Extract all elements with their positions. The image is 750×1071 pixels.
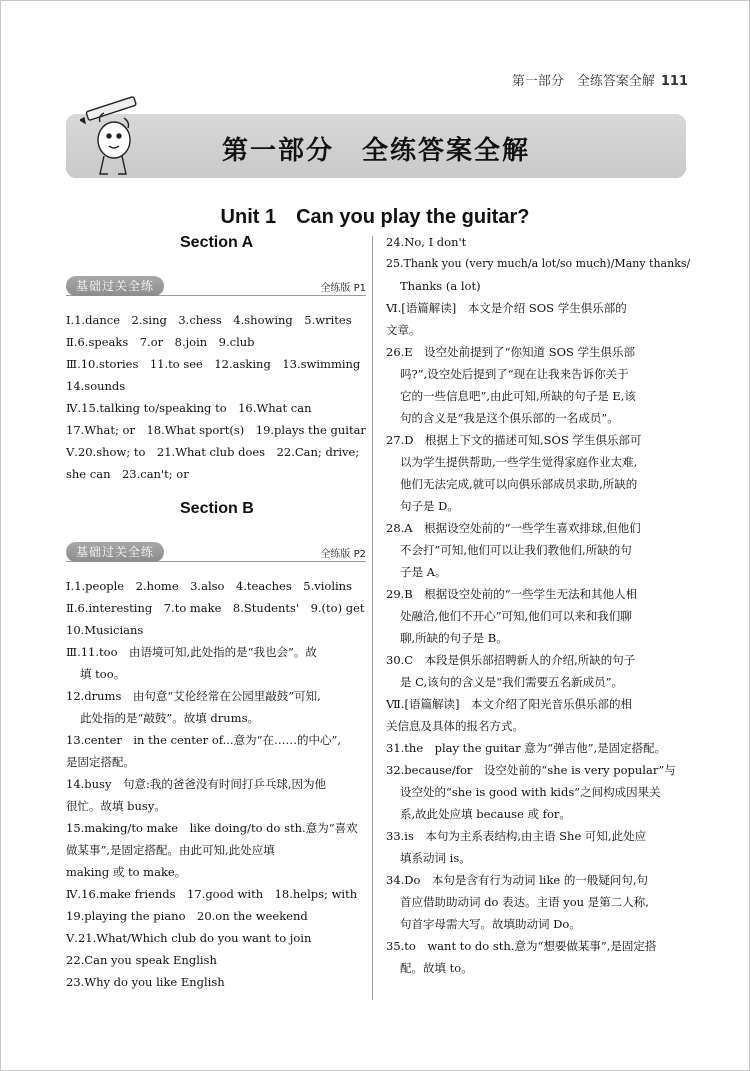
pencil-mascot-icon [80, 96, 144, 180]
answer-line: 做某事”,是固定搭配。由此可知,此处应填 [66, 843, 275, 857]
answer-line: 句的含义是“我是这个俱乐部的一名成员”。 [400, 411, 619, 425]
answer-line: Ⅲ.11.too 由语境可知,此处指的是“我也会”。故 [66, 645, 317, 659]
answer-line: 很忙。故填 busy。 [66, 799, 166, 813]
answer-line: 13.center in the center of...意为“在……的中心”, [66, 733, 341, 747]
answer-line: 是固定搭配。 [66, 755, 135, 769]
answer-line: 设空处的“she is good with kids”之间构成因果关 [400, 785, 661, 799]
answer-line: 14.busy 句意:我的爸爸没有时间打乒乓球,因为他 [66, 777, 326, 791]
answer-line: Ⅲ.10.stories 11.to see 12.asking 13.swimming [66, 357, 361, 371]
chapter-title: 第一部分 全练答案全解 [221, 136, 530, 166]
answer-line: 32.because/for 设空处前的“she is very popular”与 [386, 763, 676, 777]
answer-line: Ⅳ.15.talking to/speaking to 16.What can [66, 401, 312, 415]
answer-line: 填 too。 [80, 667, 126, 681]
answer-line: Ⅴ.21.What/Which club do you want to join [66, 931, 312, 945]
answer-line: Thanks (a lot) [400, 279, 481, 293]
answer-line: 处融洽,他们不开心”可知,他们可以来和我们聊 [400, 609, 632, 623]
answer-line: 以为学生提供帮助,一些学生觉得家庭作业太难, [400, 455, 638, 469]
answer-line: 34.Do 本句是含有行为动词 like 的一般疑问句,句 [386, 873, 649, 887]
running-head [512, 70, 688, 89]
practice-tag-a: 全练版 P1 [320, 283, 366, 294]
answer-line: 他们无法完成,就可以向俱乐部成员求助,所缺的 [400, 477, 638, 491]
section-b-heading: Section B [180, 500, 254, 517]
answer-line: making 或 to make。 [66, 865, 187, 879]
answer-line: 文章。 [386, 323, 421, 337]
answer-line: 填系动词 is。 [400, 851, 471, 865]
answer-line: Ⅶ.[语篇解读] 本文介绍了阳光音乐俱乐部的相 [386, 697, 632, 711]
answer-line: 吗?”,设空处后提到了“现在让我来告诉你关于 [400, 367, 629, 381]
answer-line: 28.A 根据设空处前的“一些学生喜欢排球,但他们 [386, 521, 641, 535]
practice-label-b: 基础过关全练 [66, 542, 164, 562]
answer-line: 首应借助助动词 do 表达。主语 you 是第二人称, [400, 895, 649, 909]
practice-header-b [66, 542, 366, 562]
answer-line: 33.is 本句为主系表结构,由主语 She 可知,此处应 [386, 829, 647, 843]
answer-line: 29.B 根据设空处前的“一些学生无法和其他人相 [386, 587, 638, 601]
practice-header-a [66, 276, 366, 296]
answer-line: 24.No, I don't [386, 235, 467, 249]
answer-line: Ⅴ.20.show; to 21.What club does 22.Can; drive; [66, 445, 360, 459]
answer-line: Ⅱ.6.speaks 7.or 8.join 9.club [66, 335, 255, 349]
answer-line: 17.What; or 18.What sport(s) 19.plays the guitar [66, 423, 366, 437]
answer-line: she can 23.can't; or [66, 467, 189, 481]
answer-line: 31.the play the guitar 意为“弹吉他”,是固定搭配。 [386, 741, 667, 755]
answer-line: 系,故此处应填 because 或 for。 [400, 807, 571, 821]
answer-line: Ⅱ.6.interesting 7.to make 8.Students' 9.(to) get [66, 601, 365, 615]
answer-line: 是 C,该句的含义是“我们需要五名新成员”。 [400, 675, 623, 689]
answer-line: 10.Musicians [66, 623, 144, 637]
answer-line: 句首字母需大写。故填助动词 Do。 [400, 917, 581, 931]
practice-label-a: 基础过关全练 [66, 276, 164, 296]
answer-line: 23.Why do you like English [66, 975, 225, 989]
answer-line: Ⅵ.[语篇解读] 本文是介绍 SOS 学生俱乐部的 [386, 301, 627, 315]
answer-line: Ⅳ.16.make friends 17.good with 18.helps; with [66, 887, 358, 901]
answer-line: 句子是 D。 [400, 499, 459, 513]
answer-line: 15.making/to make like doing/to do sth.意为“喜欢 [66, 821, 358, 835]
column-divider [372, 236, 373, 1000]
page-number: 111 [660, 74, 688, 89]
answer-line: 聊,所缺的句子是 B。 [400, 631, 508, 645]
answer-line: 26.E 设空处前提到了“你知道 SOS 学生俱乐部 [386, 345, 636, 359]
answer-line: Ⅰ.1.dance 2.sing 3.chess 4.showing 5.writes [66, 313, 352, 327]
unit-title: Unit 1 Can you play the guitar? [220, 206, 530, 228]
answer-line: 19.playing the piano 20.on the weekend [66, 909, 308, 923]
practice-tag-b: 全练版 P2 [320, 549, 366, 560]
answer-line: 27.D 根据上下文的描述可知,SOS 学生俱乐部可 [386, 433, 642, 447]
answer-line: 12.drums 由句意“艾伦经常在公园里敲鼓”可知, [66, 689, 321, 703]
chapter-banner [66, 114, 686, 178]
answer-line: 此处指的是“敲鼓”。故填 drums。 [80, 711, 259, 725]
answer-line: 它的一些信息吧”,由此可知,所缺的句子是 E,该 [400, 389, 636, 403]
answer-line: 14.sounds [66, 379, 126, 393]
answer-line: Ⅰ.1.people 2.home 3.also 4.teaches 5.violins [66, 579, 352, 593]
answer-line: 子是 A。 [400, 565, 447, 579]
answer-line: 30.C 本段是俱乐部招聘新人的介绍,所缺的句子 [386, 653, 636, 667]
answer-line: 25.Thank you (very much/a lot/so much)/Many thanks/ [386, 257, 691, 270]
running-head-text: 第一部分 全练答案全解 [511, 74, 655, 89]
answer-line: 关信息及具体的报名方式。 [386, 719, 524, 733]
answer-line: 配。故填 to。 [400, 961, 473, 975]
section-a-heading: Section A [180, 234, 254, 251]
answer-line: 22.Can you speak English [66, 953, 217, 967]
answer-line: 不会打”可知,他们可以让我们教他们,所缺的句 [400, 543, 632, 557]
answer-line: 35.to want to do sth.意为“想要做某事”,是固定搭 [386, 939, 657, 953]
